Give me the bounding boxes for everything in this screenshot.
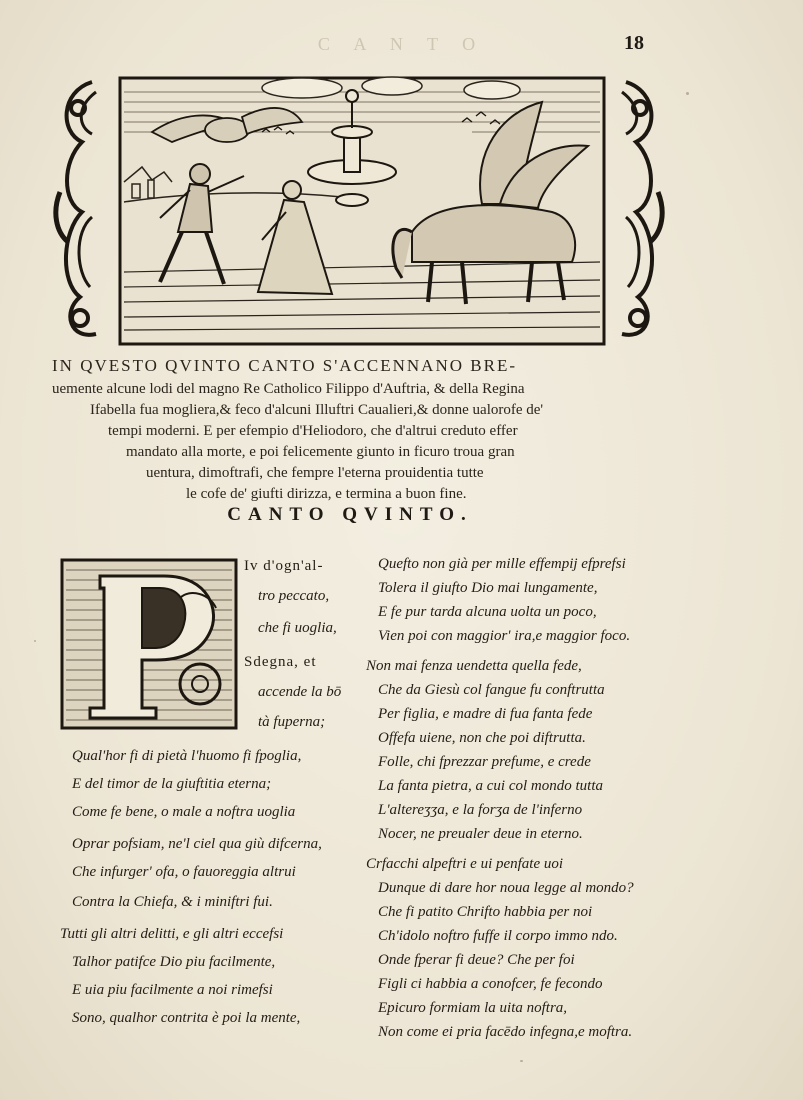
canto-title: CANTO QVINTO.: [227, 504, 473, 525]
paper-speck: [686, 92, 689, 95]
verse-line: che fi uoglia,: [258, 620, 337, 636]
verse-line: Non come ei pria facēdo infegna,e moftra.: [378, 1024, 633, 1040]
verse-line: tà fuperna;: [258, 714, 326, 730]
verse-line: Che da Giesù col fangue fu conftrutta: [378, 682, 605, 698]
verse-line: Vien poi con maggior' ira,e maggior foco.: [378, 628, 631, 644]
verse-line: Non mai fenza uendetta quella fede,: [366, 658, 582, 674]
verse-line: Figli ci habbia a conofcer, fe fecondo: [378, 976, 603, 992]
verse-line: E del timor de la giuftitia eterna;: [72, 776, 272, 792]
paper-speck: [520, 1060, 523, 1062]
right-cartouche-ornament: [622, 82, 662, 335]
verse-line: Tutti gli altri delitti, e gli altri eccefsi: [60, 926, 284, 942]
left-cartouche-ornament: [56, 82, 96, 335]
verse-line: Qual'hor fi di pietà l'huomo fi fpoglia,: [72, 748, 302, 764]
verse-line: Nocer, ne preualer deue in eterno.: [378, 826, 583, 842]
verse-line: Folle, chi fprezzar prefume, e crede: [378, 754, 591, 770]
verse-line: Ch'idolo noftro fuffe il corpo immo ndo.: [378, 928, 618, 944]
verse-line: Talhor patifce Dio piu facilmente,: [72, 954, 276, 970]
verse-line: Iv d'ogn'al-: [244, 558, 324, 574]
verse-line: L'altereʒʒa, e la forʒa de l'inferno: [378, 802, 583, 818]
verse-line: tro peccato,: [258, 588, 330, 604]
argument-line: uemente alcune lodi del magno Re Catholico Filippo d'Auftria, & della Regina: [52, 381, 525, 397]
verse-line: Dunque di dare hor noua legge al mondo?: [378, 880, 634, 896]
verse-line: Contra la Chiefa, & i miniftri fui.: [72, 894, 273, 910]
paper-speck: [34, 640, 36, 642]
verse-line: Che infurger' ofa, o fauoreggia altrui: [72, 864, 296, 880]
verse-line: Crfacchi alpeftri e ui penfate uoi: [366, 856, 564, 872]
verse-line: E fe pur tarda alcuna uolta un poco,: [378, 604, 597, 620]
argument-line: IN QVESTO QVINTO CANTO S'ACCENNANO BRE-: [52, 356, 517, 375]
verse-line: Sdegna, et: [244, 654, 317, 670]
page-number: 18: [624, 32, 644, 54]
verse-line: Quefto non già per mille effempij efprefsi: [378, 556, 626, 572]
verse-line: Epicuro formiam la uita noftra,: [378, 1000, 568, 1016]
verse-line: Per figlia, e madre di fua fanta fede: [378, 706, 593, 722]
argument-line: uentura, dimoftrafi, che fempre l'eterna prouidentia tutte: [146, 465, 484, 481]
verse-line: Come fe bene, o male a noftra uoglia: [72, 804, 296, 820]
verse-line: E uia piu facilmente a noi rimefsi: [72, 982, 273, 998]
verse-line: Sono, qualhor contrita è poi la mente,: [72, 1010, 301, 1026]
verse-line: Oprar pofsiam, ne'l ciel qua giù difcerna,: [72, 836, 322, 852]
verse-line: accende la bō: [258, 684, 342, 700]
argument-line: tempi moderni. E per efempio d'Heliodoro, che d'altrui creduto effer: [108, 423, 518, 439]
verse-line: Offefa uiene, non che poi diftrutta.: [378, 730, 586, 746]
argument-line: le cofe de' giufti dirizza, e termina a buon fine.: [186, 486, 467, 502]
argument-line: Ifabella fua mogliera,& feco d'alcuni Illuftri Caualieri,& donne ualorofe de': [90, 402, 544, 418]
verse-line: La fanta pietra, a cui col mondo tutta: [378, 778, 603, 794]
running-head: C A N T O: [317, 34, 486, 54]
decorated-initial-p: [60, 558, 238, 730]
verse-line: Onde fperar fi deue? Che per foi: [378, 952, 575, 968]
argument-line: mandato alla morte, e poi felicemente giunto in ficuro troua gran: [126, 444, 515, 460]
woodcut-illustration: [52, 72, 666, 348]
verse-line: Tolera il giufto Dio mai lungamente,: [378, 580, 598, 596]
verse-line: Che fi patito Chrifto habbia per noi: [378, 904, 593, 920]
